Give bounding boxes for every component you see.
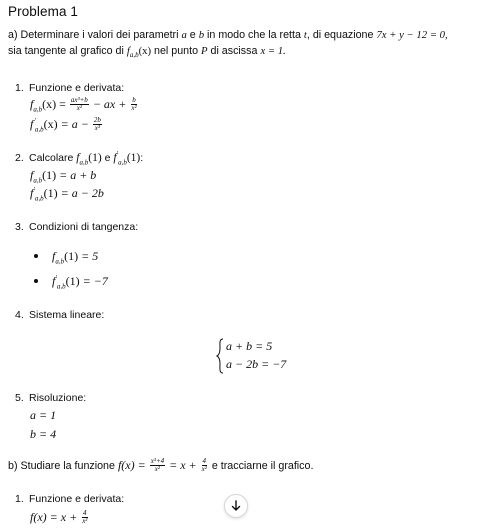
step-2-heading: 2. Calcolare $f_{a,b}(1)$ e $f'_{a,b}(1)$: [15, 150, 144, 167]
line-equation: 7x + y − 12 = 0, [376, 29, 448, 41]
problem-statement-line2 [8, 45, 286, 60]
step-1-heading [15, 82, 124, 94]
result-a: a = 1 [30, 408, 57, 422]
step-4-heading: 4. Sistema lineare: [15, 309, 105, 321]
intro-line2-c: di ascissa [210, 45, 258, 57]
intro-mid: in modo che la retta [207, 29, 301, 41]
fraction: $\frac{\text{x³+4}}{\text{x²}}$ [150, 456, 165, 473]
part-b-equation-f: f(x) = x + $\frac{4}{\text{x²}}$ [30, 508, 88, 525]
step-5-heading: 5. Risoluzione: [15, 392, 87, 404]
param-a: a [181, 29, 187, 41]
tangency-condition-1: $f_{a,b}(1) = 5$ [34, 249, 98, 264]
equation-f-at-1: $f_{a,b}(1) = a + b$ [30, 168, 97, 185]
func-subscript: a,b [129, 51, 139, 60]
param-b: b [198, 29, 205, 41]
system-row-2: a − 2b = −7 [226, 357, 287, 371]
point-p: P [201, 45, 208, 57]
fraction: $\frac{b}{\text{x²}}$ [131, 95, 137, 112]
left-brace-icon [216, 338, 224, 374]
linear-system [216, 338, 296, 376]
bullet-icon [34, 279, 38, 283]
part-b-step-1-heading: 1. Funzione e derivata: [15, 493, 125, 505]
result-b: b = 4 [30, 427, 57, 441]
intro-line2-a: sia tangente al grafico di [8, 45, 124, 57]
func-arg: (x) [138, 45, 152, 57]
intro-eq-label: , di equazione [306, 29, 374, 41]
line-t: t [303, 29, 307, 41]
fraction: $\frac{2b}{\text{x³}}$ [93, 115, 101, 132]
arrow-down-icon [231, 500, 241, 512]
tangency-condition-2: $f'_{a,b}(1) = -7$ [34, 274, 108, 289]
problem-statement-line1 [8, 29, 448, 41]
bullet-icon [34, 254, 38, 258]
func-name: f [126, 45, 130, 57]
equation-fprime-at-1: $f'_{a,b}(1) = a - 2b$ [30, 186, 104, 203]
intro-prefix: a) Determinare i valori dei parametri [8, 29, 179, 41]
abscissa-value: x = 1. [260, 45, 286, 57]
intro-and: e [189, 29, 196, 41]
equation-fprime-definition: $f'_{a,b}(x) = a$ − $\frac{2b}{\text{x³}}$ [30, 115, 101, 134]
step-number: 1. [15, 82, 24, 94]
equation-f-definition: $f_{a,b}(x)$ = $\frac{\text{ax³+b}}{\text{x²}}$ − ax + $\frac{b}{\text{x²}}$ [30, 95, 137, 114]
fraction: $\frac{4}{\text{x²}}$ [201, 456, 207, 473]
system-row-1: a + b = 5 [226, 339, 273, 353]
page-title: Problema 1 [8, 4, 79, 19]
step-3-heading: 3. Condizioni di tangenza: [15, 221, 139, 233]
fraction: $\frac{4}{\text{x²}}$ [82, 508, 88, 525]
fraction: $\frac{\text{ax³+b}}{\text{x²}}$ [70, 95, 88, 112]
step-label: Funzione e derivata: [29, 82, 125, 94]
part-b-statement: b) Studiare la funzione f(x) = $\frac{\text{x³+4}}{\text{x²}}$ = x + $\frac{4}{\text{x²}}$ e tracciarne il grafico. [8, 456, 314, 473]
intro-line2-b: nel punto [154, 45, 199, 57]
scroll-down-button[interactable] [224, 494, 248, 518]
